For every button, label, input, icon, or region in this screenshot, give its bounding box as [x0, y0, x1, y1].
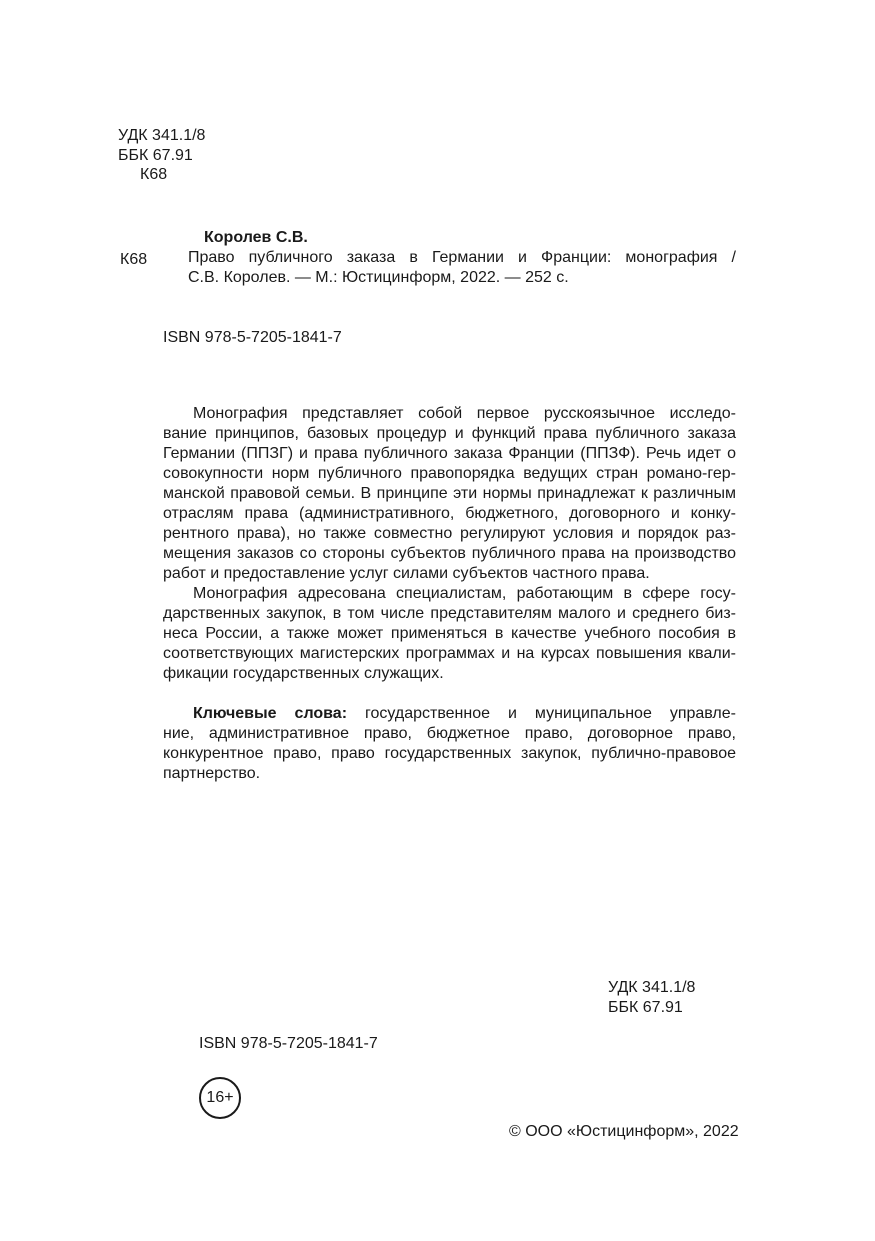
- abstract-line: дарственных закупок, в том числе представителям малого и среднего биз-: [163, 605, 736, 622]
- abstract-line: мещения заказов со стороны субъектов публичного права на производство: [163, 545, 736, 562]
- footer-udk: УДК 341.1/8: [608, 979, 696, 996]
- keywords-block: [163, 704, 736, 784]
- title-line-2: С.В. Королев. — М.: Юстицинформ, 2022. — 252 с.: [188, 269, 569, 286]
- abstract-paragraph-1: [163, 404, 736, 584]
- copyright: © ООО «Юстицинформ», 2022: [509, 1123, 739, 1140]
- abstract-line: совокупности норм публичного правопорядка ведущих стран романо-гер-: [163, 465, 736, 482]
- keywords-line: конкурентное право, право государственных закупок, публично-правовое: [163, 745, 736, 762]
- author-mark: К68: [140, 166, 168, 183]
- abstract-line: работ и предоставление услуг силами субъектов частного права.: [163, 565, 650, 582]
- keywords-text: государственное и муниципальное управле-: [365, 705, 736, 722]
- footer-bbk: ББК 67.91: [608, 999, 683, 1016]
- title-line-1: Право публичного заказа в Германии и Франции: монография /: [188, 249, 736, 266]
- age-rating-badge: 16+: [199, 1077, 241, 1119]
- abstract-line: соответствующих магистерских программах и на курсах повышения квали-: [163, 645, 736, 662]
- abstract-paragraph-2: [163, 584, 736, 684]
- abstract-line: Монография адресована специалистам, работающим в сфере госу-: [193, 585, 736, 602]
- abstract-line: отраслям права (административного, бюджетного, договорного и конку-: [163, 505, 736, 522]
- abstract-line: рентного права), но также совместно регулируют условия и порядок раз-: [163, 525, 736, 542]
- abstract-line: манской правовой семьи. В принципе эти нормы принадлежат к различным: [163, 485, 736, 502]
- abstract-line: Германии (ППЗГ) и права публичного заказа Франции (ППЗФ). Речь идет о: [163, 445, 736, 462]
- keywords-label: Ключевые слова:: [193, 705, 348, 722]
- abstract-line: фикации государственных служащих.: [163, 665, 444, 682]
- keywords-first-line: [163, 704, 736, 724]
- abstract-line: неса России, а также может применяться в качестве учебного пособия в: [163, 625, 736, 642]
- abstract-line: вание принципов, базовых процедур и функций права публичного заказа: [163, 425, 736, 442]
- keywords-line: ние, административное право, бюджетное право, договорное право,: [163, 725, 736, 742]
- author-name: Королев С.В.: [204, 229, 308, 246]
- footer-isbn: ISBN 978-5-7205-1841-7: [199, 1035, 378, 1052]
- keywords-line: партнерство.: [163, 765, 261, 782]
- isbn-top: ISBN 978-5-7205-1841-7: [163, 329, 342, 346]
- abstract-line: Монография представляет собой первое русскоязычное исследо-: [193, 405, 736, 422]
- udk-code: УДК 341.1/8: [118, 127, 206, 144]
- entry-author-mark: К68: [120, 251, 148, 268]
- bbk-code: ББК 67.91: [118, 147, 193, 164]
